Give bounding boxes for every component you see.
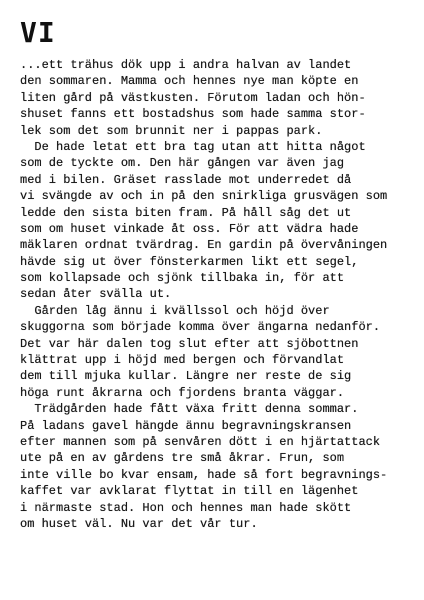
text-line: hävde sig ut över fönsterkarmen likt ett segel,	[20, 254, 359, 269]
text-line: ledde den sista biten fram. På håll såg det ut	[20, 205, 352, 220]
text-line: i närmaste stad. Hon och hennes man hade skött	[20, 500, 352, 515]
text-line: De hade letat ett bra tag utan att hitta något	[20, 139, 366, 154]
text-line: inte ville bo kvar ensam, hade så fort begravnings-	[20, 467, 388, 482]
text-line: kaffet var avklarat flyttat in till en lägenhet	[20, 484, 359, 499]
text-line: den sommaren. Mamma och hennes nye man köpte en	[20, 74, 359, 89]
text-line: sedan åter svälla ut.	[20, 287, 172, 302]
text-line: ute på en av gårdens tre små åkrar. Frun, som	[20, 451, 345, 466]
text-line: mäklaren ordnat tvärdrag. En gardin på övervåningen	[20, 238, 388, 253]
text-line: med i bilen. Gräset rasslade mot underredet då	[20, 172, 352, 187]
text-line: dem till mjuka kullar. Längre ner reste de sig	[20, 369, 352, 384]
text-line: efter mannen som på senvåren dött i en hjärtattack	[20, 434, 381, 449]
text-line: om huset väl. Nu var det vår tur.	[20, 516, 258, 531]
text-line: Gården låg ännu i kvällssol och höjd över	[20, 303, 330, 318]
text-line: vi svängde av och in på den snirkliga grusvägen som	[20, 189, 388, 204]
chapter-heading: VI	[20, 16, 56, 49]
text-line: höga runt åkrarna och fjordens branta väggar.	[20, 385, 345, 400]
text-line: På ladans gavel hängde ännu begravningskransen	[20, 418, 352, 433]
text-line: liten gård på västkusten. Förutom ladan och hön-	[20, 90, 366, 105]
text-line: klättrat upp i höjd med bergen och förvandlat	[20, 353, 345, 368]
text-line: Det var här dalen tog slut efter att sjöbottnen	[20, 336, 359, 351]
text-line: Trädgården hade fått växa fritt denna sommar.	[20, 402, 359, 417]
text-line: som de tyckte om. Den här gången var även jag	[20, 156, 345, 171]
text-line: som om huset vinkade åt oss. För att vädra hade	[20, 221, 359, 236]
text-line: som kollapsade och sjönk tillbaka in, för att	[20, 271, 345, 286]
text-line: lek som det som brunnit ner i pappas park.	[20, 123, 323, 138]
body-text	[20, 57, 420, 532]
text-line: skuggorna som började komma över ängarna nedanför.	[20, 320, 381, 335]
text-line: ...ett trähus dök upp i andra halvan av landet	[20, 58, 352, 72]
text-line: shuset fanns ett bostadshus som hade samma stor-	[20, 107, 366, 122]
